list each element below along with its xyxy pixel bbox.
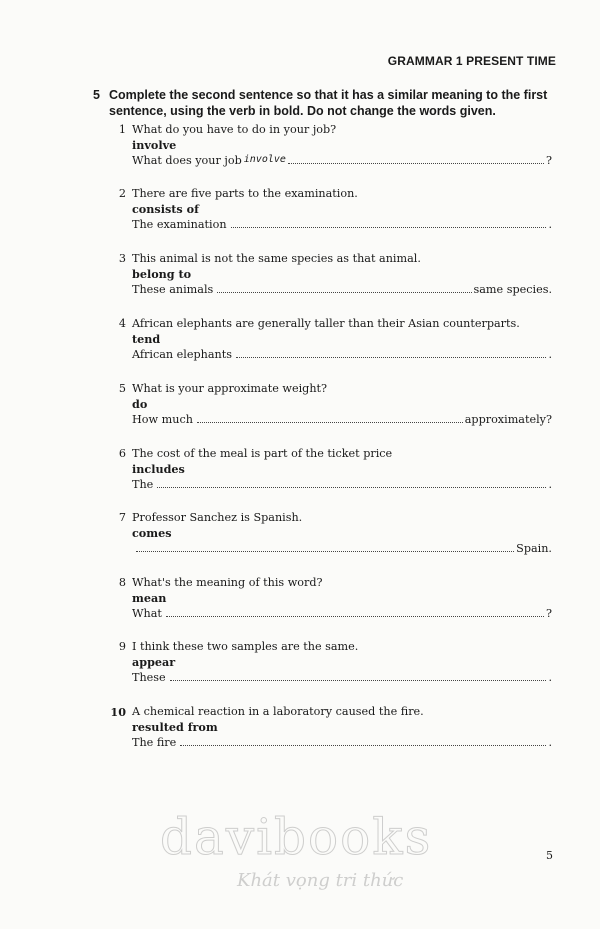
keyword: do [132, 397, 148, 411]
answer-line [132, 154, 552, 167]
keyword: resulted from [132, 720, 218, 734]
sentence-start: The fire [132, 736, 177, 749]
handwritten-answer[interactable]: involve [243, 154, 286, 165]
original-sentence: African elephants are generally taller than their Asian counterparts. [132, 317, 520, 330]
answer-line [132, 736, 552, 749]
blank-dots[interactable] [136, 551, 514, 552]
item-number: 2 [118, 187, 126, 200]
sentence-end: same species. [473, 283, 552, 296]
watermark-brand: davibooks [160, 808, 433, 866]
sentence-start: What does your job [132, 154, 242, 167]
sentence-start: What [132, 607, 162, 620]
keyword: involve [132, 138, 177, 152]
item-number: 5 [118, 382, 126, 395]
blank-dots[interactable] [180, 745, 546, 746]
blank-dots[interactable] [288, 163, 544, 164]
answer-line [132, 348, 552, 361]
keyword: consists of [132, 202, 199, 216]
keyword: mean [132, 591, 167, 605]
sentence-end: . [548, 478, 552, 491]
item-number: 7 [118, 511, 126, 524]
answer-line [132, 283, 552, 296]
item-number: 9 [118, 640, 126, 653]
blank-dots[interactable] [157, 487, 546, 488]
keyword: appear [132, 655, 176, 669]
original-sentence: The cost of the meal is part of the ticket price [132, 447, 393, 460]
sentence-start: The [132, 478, 154, 491]
sentence-end: ? [546, 607, 552, 620]
blank-dots[interactable] [166, 616, 544, 617]
sentence-end: approximately? [464, 413, 552, 426]
sentence-start: How much [132, 413, 193, 426]
item-number: 3 [118, 252, 126, 265]
sentence-end: . [548, 736, 552, 749]
sentence-end: ? [546, 154, 552, 167]
blank-dots[interactable] [197, 422, 463, 423]
item-number: 1 [118, 123, 126, 136]
answer-line [132, 607, 552, 620]
sentence-start: African elephants [132, 348, 232, 361]
blank-dots[interactable] [217, 292, 471, 293]
item-number: 6 [118, 447, 126, 460]
sentence-start: The examination [132, 218, 227, 231]
keyword: includes [132, 462, 185, 476]
sentence-end: . [548, 671, 552, 684]
sentence-end: Spain. [516, 542, 552, 555]
original-sentence: What do you have to do in your job? [132, 123, 337, 136]
task-number: 5 [93, 88, 100, 102]
page-number: 5 [546, 849, 553, 862]
sentence-end: . [548, 348, 552, 361]
answer-line [132, 478, 552, 491]
item-number: 4 [118, 317, 126, 330]
answer-line [132, 218, 552, 231]
original-sentence: I think these two samples are the same. [132, 640, 359, 653]
watermark-tagline: Khát vọng tri thức [237, 870, 404, 891]
answer-line [132, 671, 552, 684]
keyword: tend [132, 332, 161, 346]
original-sentence: There are five parts to the examination. [132, 187, 358, 200]
original-sentence: What is your approximate weight? [132, 382, 328, 395]
blank-dots[interactable] [231, 227, 547, 228]
answer-line [132, 413, 552, 426]
original-sentence: What's the meaning of this word? [132, 576, 323, 589]
keyword: comes [132, 526, 172, 540]
sentence-end: . [548, 218, 552, 231]
item-number: 10 [110, 705, 126, 719]
original-sentence: A chemical reaction in a laboratory caused the fire. [132, 705, 424, 718]
chapter-header: GRAMMAR 1 PRESENT TIME [387, 54, 556, 68]
answer-line [132, 542, 552, 555]
blank-dots[interactable] [170, 680, 547, 681]
blank-dots[interactable] [236, 357, 546, 358]
sentence-start: These animals [132, 283, 214, 296]
original-sentence: This animal is not the same species as that animal. [132, 252, 421, 265]
original-sentence: Professor Sanchez is Spanish. [132, 511, 303, 524]
keyword: belong to [132, 267, 192, 281]
item-number: 8 [118, 576, 126, 589]
sentence-start: These [132, 671, 166, 684]
task-text: Complete the second sentence so that it has a similar meaning to the first sentence, using the verb in bold. Do not change the words given. [109, 88, 548, 118]
task-instruction [93, 87, 563, 119]
